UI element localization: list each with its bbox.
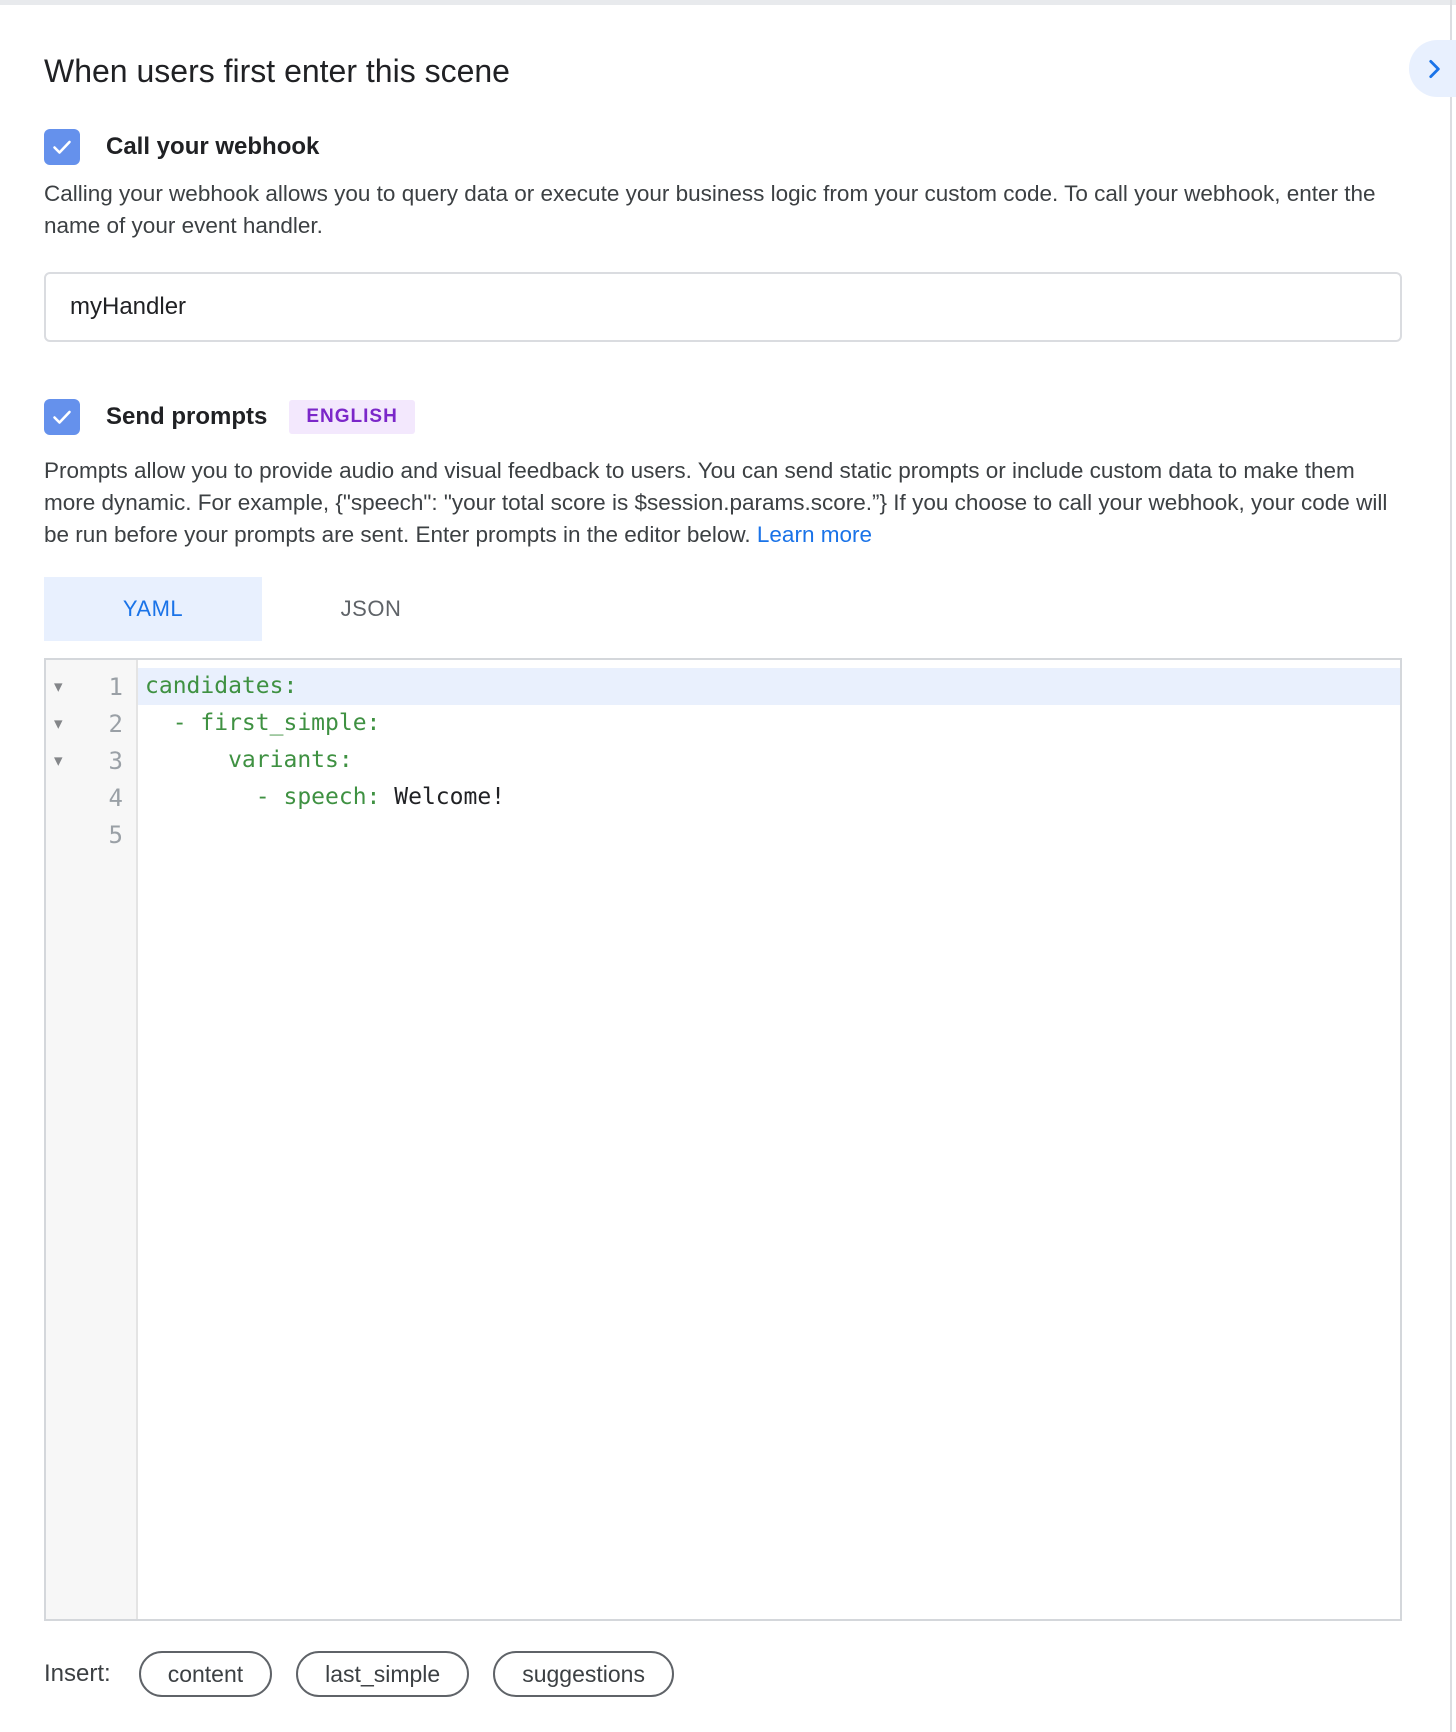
yaml-key-token: - first_simple:	[145, 710, 381, 736]
prompts-description	[44, 455, 1402, 551]
fold-toggle-icon[interactable]: ▾	[54, 750, 63, 771]
insert-chip-last_simple[interactable]: last_simple	[296, 1651, 469, 1697]
call-webhook-checkbox[interactable]	[44, 129, 80, 165]
gutter-row	[46, 742, 136, 779]
yaml-key-token: variants:	[145, 747, 353, 773]
gutter-row	[46, 705, 136, 742]
fold-toggle-icon[interactable]: ▾	[54, 676, 63, 697]
line-number: 4	[108, 783, 123, 812]
yaml-value-token: Welcome!	[380, 784, 506, 810]
code-line[interactable]	[138, 742, 1400, 779]
top-divider	[0, 0, 1456, 5]
fold-toggle-icon[interactable]: ▾	[54, 713, 63, 734]
tab-json[interactable]: JSON	[262, 577, 480, 641]
line-number: 2	[108, 709, 123, 738]
chevron-right-icon	[1421, 56, 1447, 82]
line-number: 1	[108, 672, 123, 701]
code-line[interactable]	[138, 705, 1400, 742]
page-title: When users first enter this scene	[44, 53, 510, 89]
gutter-row	[46, 816, 136, 853]
webhook-section-label: Call your webhook	[106, 133, 320, 160]
panel-right-border	[1450, 0, 1452, 1732]
prompts-description-text: Prompts allow you to provide audio and visual feedback to users. You can send static prompts or include custom data to make them more dynamic. For example, {"speech": "your total score is $session.params.score.”} If you choose to call your webhook, your code will be run before your prompts are sent. Enter prompts in the editor below.	[44, 458, 1388, 547]
code-line[interactable]	[138, 779, 1400, 816]
editor-gutter	[46, 660, 138, 1619]
gutter-row	[46, 668, 136, 705]
editor-code[interactable]	[138, 660, 1400, 1619]
insert-chip-suggestions[interactable]: suggestions	[493, 1651, 674, 1697]
prompts-section-label: Send prompts	[106, 403, 268, 430]
code-line[interactable]	[138, 816, 1400, 853]
language-badge: ENGLISH	[289, 400, 414, 434]
insert-row	[44, 1651, 1402, 1697]
checkmark-icon	[50, 405, 74, 429]
yaml-key-token: candidates:	[145, 673, 298, 699]
gutter-row	[46, 779, 136, 816]
prompts-section-header	[44, 399, 1402, 435]
event-handler-input[interactable]	[44, 272, 1402, 342]
learn-more-link[interactable]: Learn more	[756, 522, 872, 547]
line-number: 3	[108, 746, 123, 775]
line-number: 5	[108, 820, 123, 849]
send-prompts-checkbox[interactable]	[44, 399, 80, 435]
code-line[interactable]	[138, 668, 1400, 705]
tab-yaml[interactable]: YAML	[44, 577, 262, 641]
webhook-section-header	[44, 129, 1402, 165]
prompt-code-editor[interactable]	[44, 658, 1402, 1621]
insert-label: Insert:	[44, 1660, 111, 1687]
webhook-description: Calling your webhook allows you to query data or execute your business logic from your custom code. To call your webhook, enter the name of your event handler.	[44, 181, 1376, 238]
editor-format-tabs	[44, 577, 1402, 641]
insert-chip-content[interactable]: content	[139, 1651, 272, 1697]
checkmark-icon	[50, 135, 74, 159]
yaml-key-token: - speech:	[145, 784, 381, 810]
